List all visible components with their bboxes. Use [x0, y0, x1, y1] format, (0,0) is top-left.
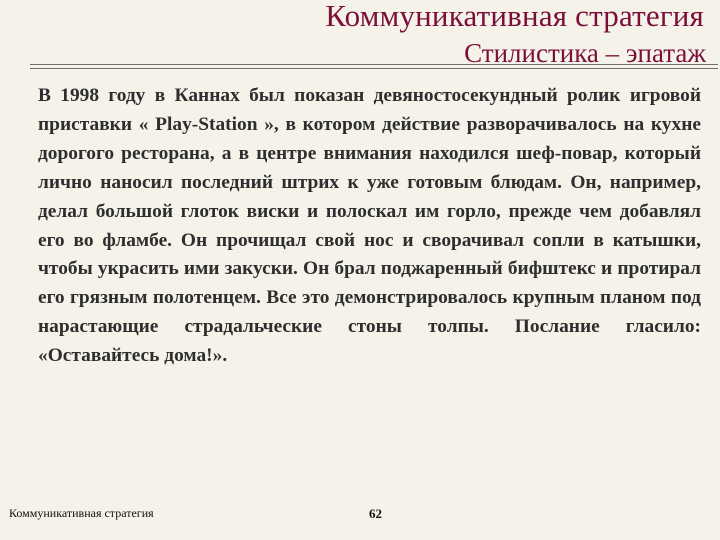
header-divider-top: [30, 64, 718, 65]
footer-label: Коммуникативная стратегия: [9, 506, 154, 520]
slide-title: Коммуникативная стратегия: [325, 0, 704, 33]
header-divider-bottom: [30, 68, 718, 69]
slide-subtitle: Стилистика – эпатаж: [464, 38, 706, 68]
body-paragraph: В 1998 году в Каннах был показан девяностосекундный ролик игровой приставки « Play-Station », в котором действие разворачивалось на кухне дорогого ресторана, а в центре внимания находился шеф-повар, который лично наносил последний штрих к уже готовым блюдам. Он, например, делал большой глоток виски и полоскал им горло, прежде чем добавлял его во фламбе. Он прочищал свой нос и сворачивал сопли в катышки, чтобы украсить ими закуски. Он брал поджаренный бифштекс и протирал его грязным полотенцем. Все это демонстрировалось крупным планом под нарастающие страдальческие стоны толпы. Послание гласило: «Оставайтесь дома!».: [38, 85, 701, 367]
page-number: 62: [369, 506, 382, 521]
